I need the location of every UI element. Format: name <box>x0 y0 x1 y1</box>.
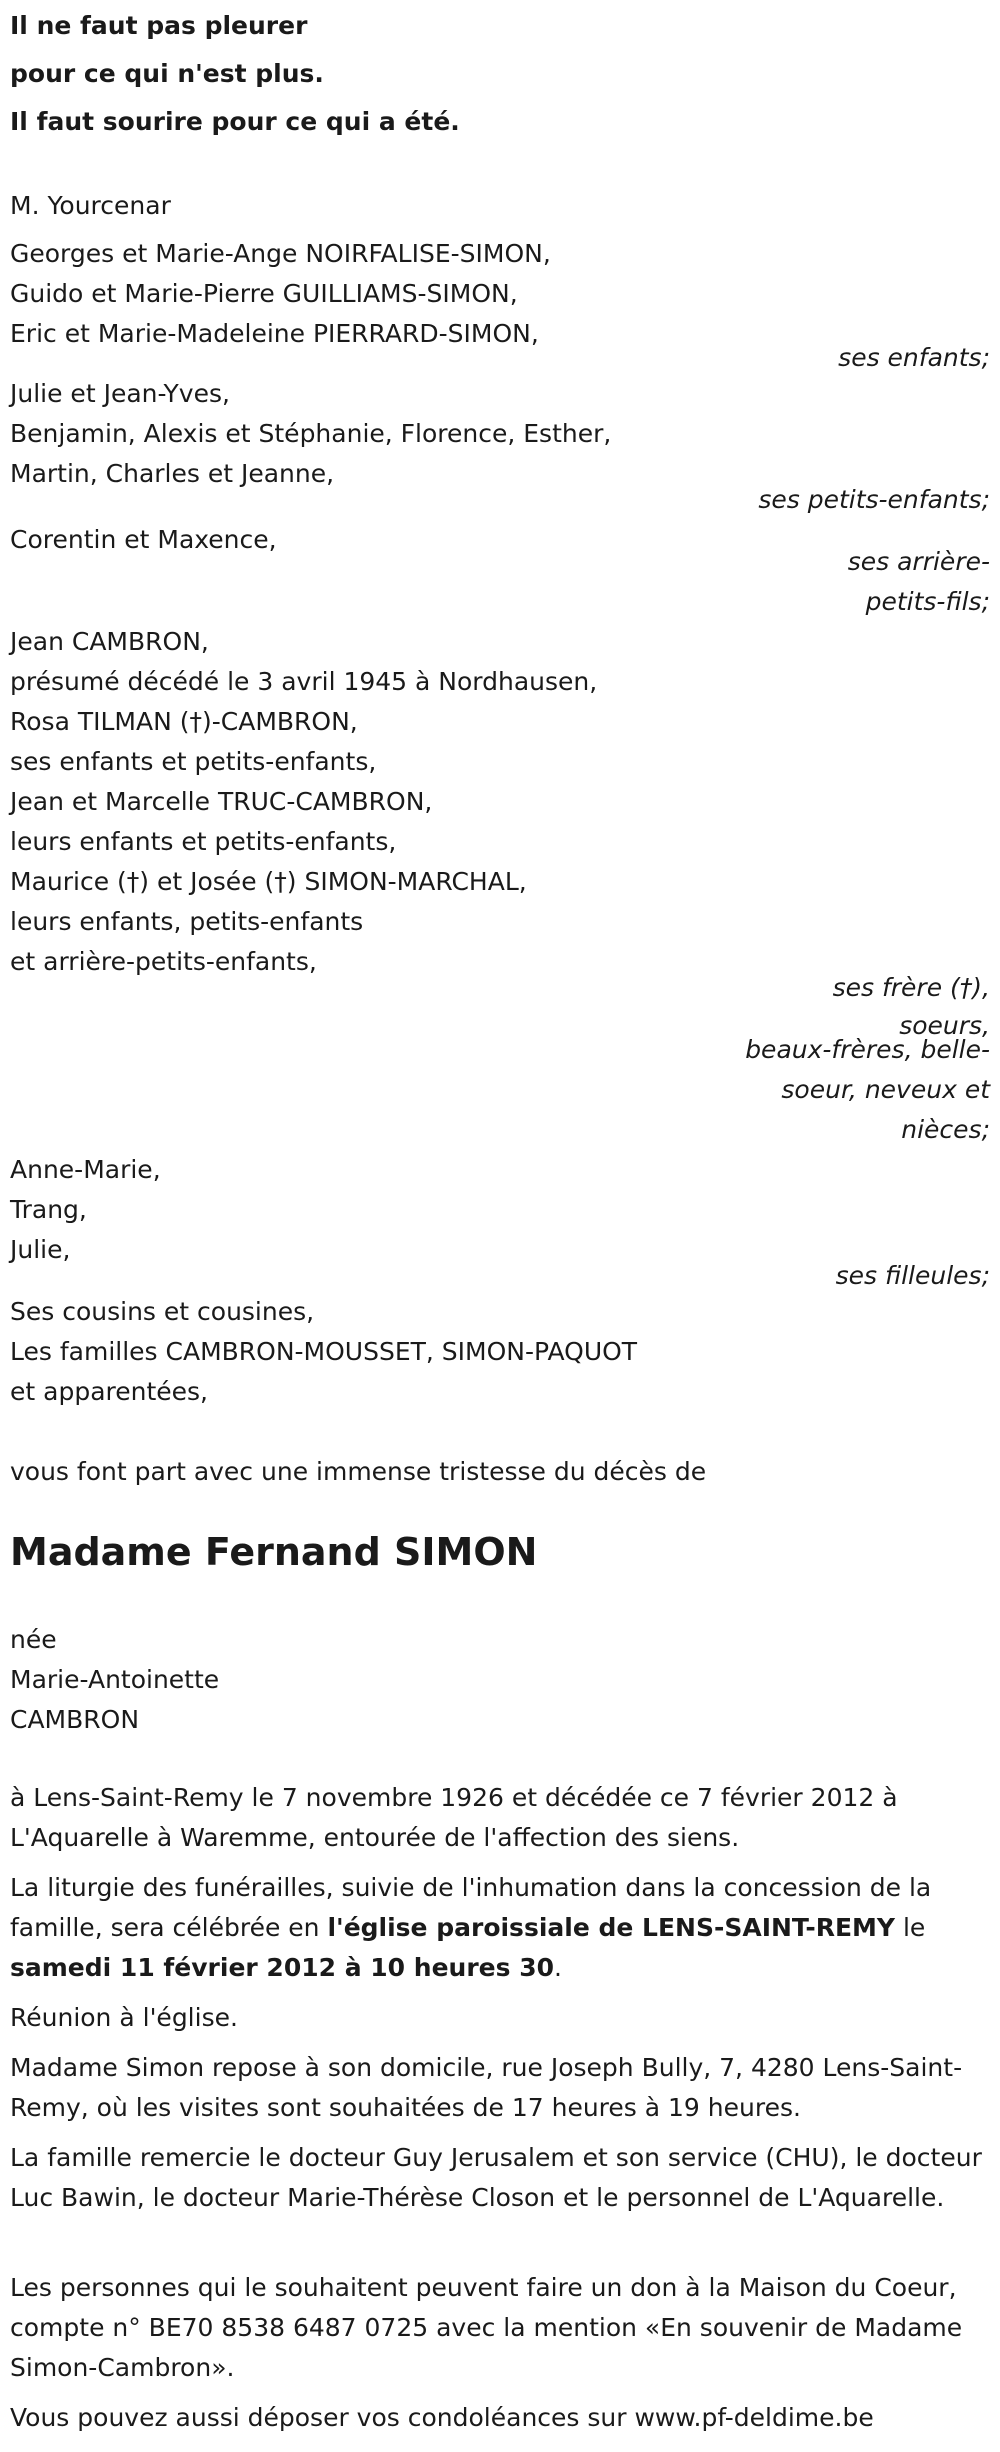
role-siblings: ses frère (†), <box>832 973 990 1002</box>
role-siblings: soeurs, <box>899 1011 990 1040</box>
born-line: CAMBRON <box>10 1705 140 1734</box>
role-siblings: beaux-frères, belle- <box>745 1035 990 1064</box>
family-line: leurs enfants, petits-enfants <box>10 907 364 936</box>
family-line: Martin, Charles et Jeanne, <box>10 459 335 488</box>
family-line: et apparentées, <box>10 1377 208 1406</box>
role-siblings: soeur, neveux et <box>781 1075 990 1104</box>
role-goddaughters: ses filleules; <box>835 1261 990 1290</box>
family-line: Les familles CAMBRON-MOUSSET, SIMON-PAQUOT <box>10 1337 638 1366</box>
role-grandchildren: ses petits-enfants; <box>758 485 990 514</box>
family-line: ses enfants et petits-enfants, <box>10 747 377 776</box>
family-line: Benjamin, Alexis et Stéphanie, Florence, Esther, <box>10 419 612 448</box>
family-line: présumé décédé le 3 avril 1945 à Nordhausen, <box>10 667 598 696</box>
born-line: née <box>10 1625 57 1654</box>
donation-paragraph: Les personnes qui le souhaitent peuvent faire un don à la Maison du Coeur, compte n° BE70 8538 6487 0725 avec la mention «En souvenir de Madame Simon-Cambron». <box>10 2273 963 2382</box>
quote-line: Il faut sourire pour ce qui a été. <box>10 107 460 136</box>
funeral-text: La liturgie des funérailles, suivie de l'inhumation dans la concession de la famille, sera célébrée en <box>10 1873 932 1942</box>
family-line: Julie et Jean-Yves, <box>10 379 230 408</box>
funeral-place: l'église paroissiale de LENS-SAINT-REMY <box>327 1913 895 1942</box>
family-line: Jean et Marcelle TRUC-CAMBRON, <box>10 787 433 816</box>
family-line: Julie, <box>10 1235 71 1264</box>
condolences-paragraph: Vous pouvez aussi déposer vos condoléances sur www.pf-deldime.be <box>10 2403 874 2432</box>
family-line: leurs enfants et petits-enfants, <box>10 827 397 856</box>
family-line: Rosa TILMAN (†)-CAMBRON, <box>10 707 358 736</box>
funeral-paragraph <box>10 1868 990 1988</box>
quote-author: M. Yourcenar <box>10 191 171 220</box>
born-line: Marie-Antoinette <box>10 1665 220 1694</box>
deceased-name: Madame Fernand SIMON <box>10 1530 538 1574</box>
role-children: ses enfants; <box>838 343 990 372</box>
family-line: Corentin et Maxence, <box>10 525 277 554</box>
quote-line: pour ce qui n'est plus. <box>10 59 324 88</box>
rest-paragraph: Madame Simon repose à son domicile, rue Joseph Bully, 7, 4280 Lens-Saint-Remy, où les visites sont souhaitées de 17 heures à 19 heures. <box>10 2053 963 2122</box>
thanks-paragraph: La famille remercie le docteur Guy Jerusalem et son service (CHU), le docteur Luc Bawin, le docteur Marie-Thérèse Closon et le personnel de L'Aquarelle. <box>10 2143 982 2212</box>
family-line: Jean CAMBRON, <box>10 627 209 656</box>
family-line: Anne-Marie, <box>10 1155 161 1184</box>
family-line: Trang, <box>10 1195 87 1224</box>
family-line: Ses cousins et cousines, <box>10 1297 315 1326</box>
quote-line: Il ne faut pas pleurer <box>10 11 308 40</box>
role-great-grandchildren: petits-fils; <box>865 587 990 616</box>
funeral-text: le <box>895 1913 926 1942</box>
family-line: Georges et Marie-Ange NOIRFALISE-SIMON, <box>10 239 551 268</box>
meeting-paragraph: Réunion à l'église. <box>10 2003 238 2032</box>
birth-death-paragraph: à Lens-Saint-Remy le 7 novembre 1926 et décédée ce 7 février 2012 à L'Aquarelle à Waremme, entourée de l'affection des siens. <box>10 1783 898 1852</box>
family-line: Eric et Marie-Madeleine PIERRARD-SIMON, <box>10 319 539 348</box>
role-siblings: nièces; <box>901 1115 990 1144</box>
family-line: Guido et Marie-Pierre GUILLIAMS-SIMON, <box>10 279 518 308</box>
family-line: et arrière-petits-enfants, <box>10 947 317 976</box>
announcement-text: vous font part avec une immense tristesse du décès de <box>10 1457 707 1486</box>
role-great-grandchildren: ses arrière- <box>847 547 990 576</box>
funeral-date: samedi 11 février 2012 à 10 heures 30 <box>10 1953 554 1982</box>
family-line: Maurice (†) et Josée (†) SIMON-MARCHAL, <box>10 867 527 896</box>
funeral-text: . <box>554 1953 562 1982</box>
